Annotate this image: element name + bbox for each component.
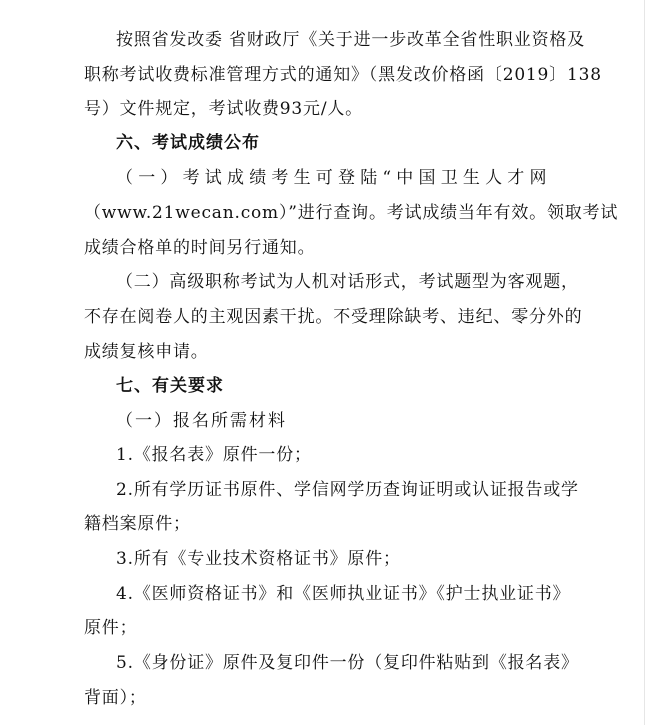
section-7-subheading: （一）报名所需材料 bbox=[116, 411, 287, 431]
material-item-3: 3.所有《专业技术资格证书》原件； bbox=[116, 549, 401, 569]
fee-paragraph-line-3: 号）文件规定，考试收费93元/人。 bbox=[84, 99, 363, 119]
section-6-item-2-line-1: （二）高级职称考试为人机对话形式，考试题型为客观题， bbox=[116, 272, 579, 292]
section-6-item-1-line-1: （一）考试成绩考生可登陆“中国卫生人才网 bbox=[116, 168, 552, 188]
section-7-heading: 七、有关要求 bbox=[116, 376, 224, 396]
material-item-2-line-1: 2.所有学历证书原件、学信网学历查询证明或认证报告或学 bbox=[116, 480, 579, 500]
material-item-4-line-1: 4.《医师资格证书》和《医师执业证书》《护士执业证书》 bbox=[116, 584, 571, 604]
material-item-4-line-2: 原件； bbox=[84, 618, 138, 638]
material-item-5-line-2: 背面）； bbox=[84, 688, 147, 708]
section-6-item-1-line-3: 成绩合格单的时间另行通知。 bbox=[84, 238, 316, 258]
fee-paragraph-line-1: 按照省发改委 省财政厅《关于进一步改革全省性职业资格及 bbox=[116, 30, 586, 50]
section-6-item-2-line-3: 成绩复核申请。 bbox=[84, 342, 209, 362]
material-item-1: 1.《报名表》原件一份； bbox=[116, 445, 312, 465]
section-6-item-1-line-2: （www.21wecan.com）”进行查询。考试成绩当年有效。领取考试 bbox=[84, 203, 619, 223]
material-item-5-line-1: 5.《身份证》原件及复印件一份（复印件粘贴到《报名表》 bbox=[116, 653, 579, 673]
section-6-heading: 六、考试成绩公布 bbox=[116, 133, 260, 153]
fee-paragraph-line-2: 职称考试收费标准管理方式的通知》（黑发改价格函〔2019〕138 bbox=[84, 65, 602, 85]
section-6-item-2-line-2: 不存在阅卷人的主观因素干扰。不受理除缺考、违纪、零分外的 bbox=[84, 307, 583, 327]
material-item-2-line-2: 籍档案原件； bbox=[84, 514, 191, 534]
page-edge-divider bbox=[644, 0, 645, 725]
